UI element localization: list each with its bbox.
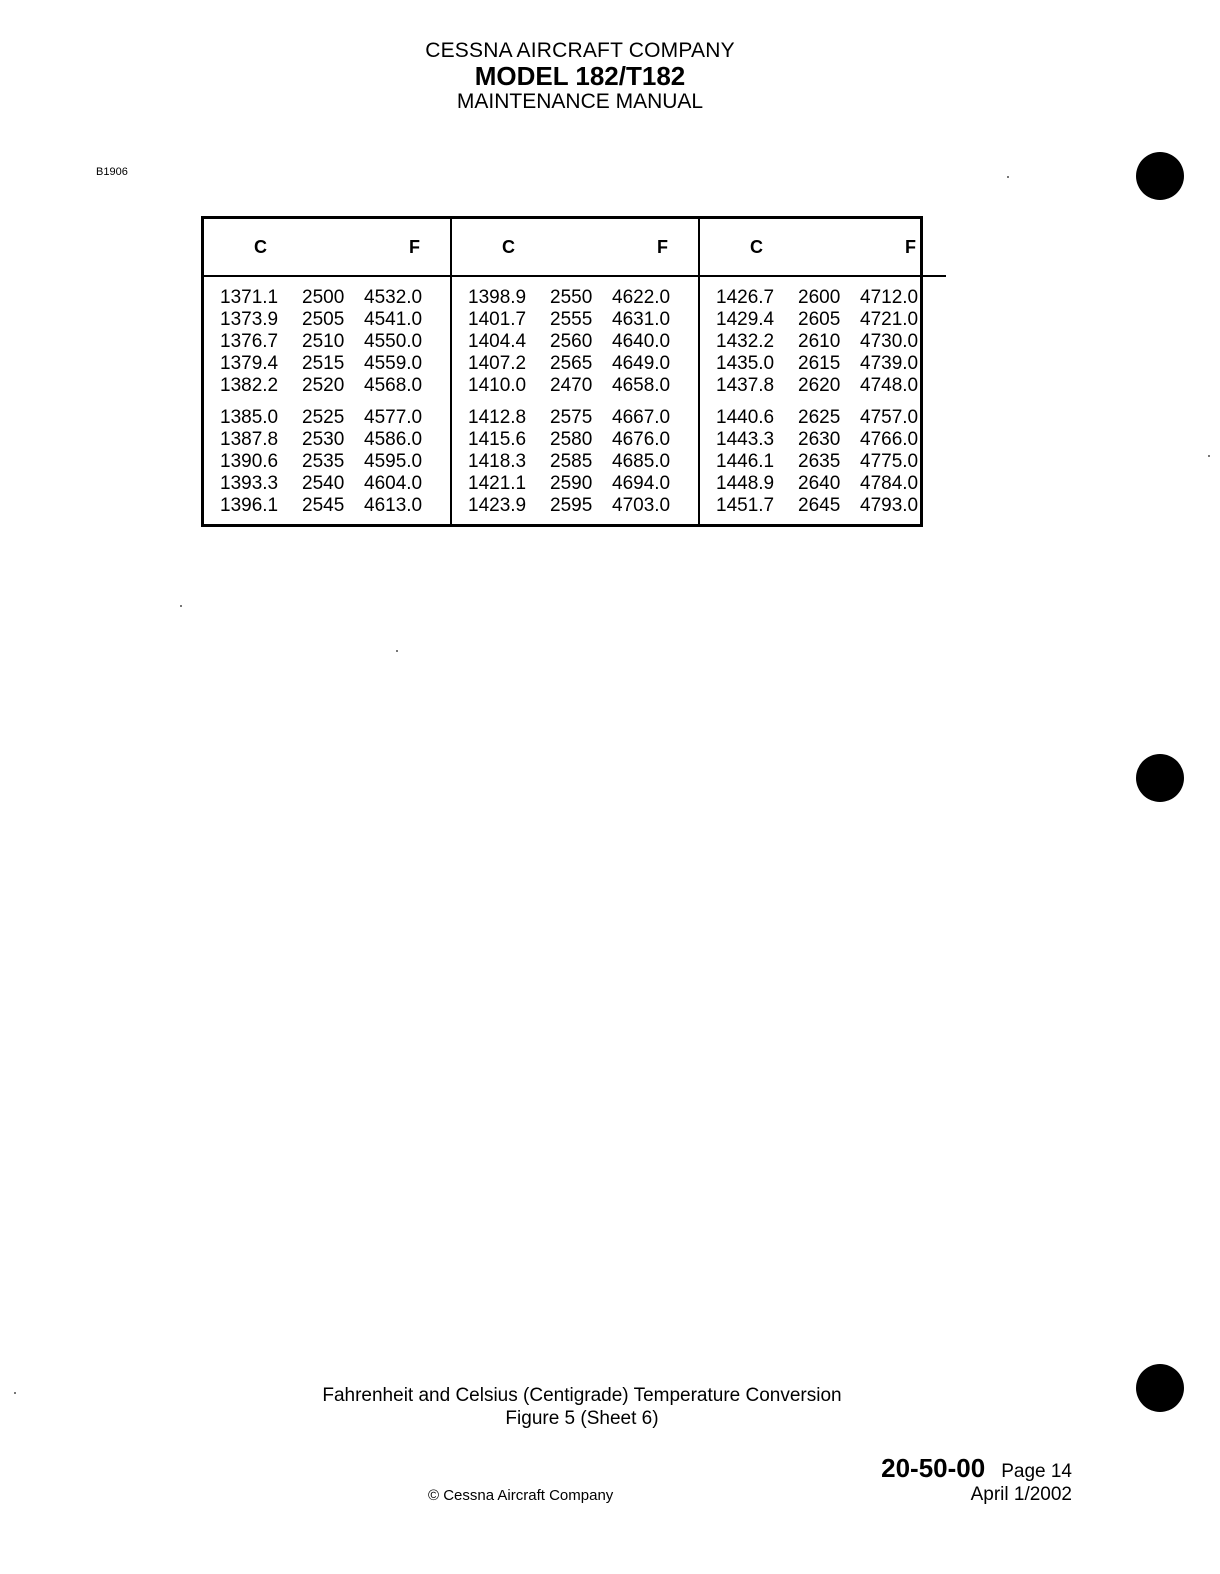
page-number: Page 14 <box>1001 1461 1072 1482</box>
table-row <box>716 407 930 429</box>
input-value: 2500 <box>302 287 345 308</box>
celsius-value: 1371.1 <box>220 287 279 308</box>
table-row <box>220 375 434 397</box>
input-value: 2575 <box>550 407 593 428</box>
fahrenheit-value: 4622.0 <box>612 287 671 308</box>
input-value: 2615 <box>798 353 841 374</box>
table-row <box>220 309 434 331</box>
fahrenheit-value: 4595.0 <box>364 451 423 472</box>
table-block <box>698 219 946 524</box>
fahrenheit-value: 4649.0 <box>612 353 671 374</box>
table-row <box>220 429 434 451</box>
fahrenheit-value: 4577.0 <box>364 407 423 428</box>
caption-title: Fahrenheit and Celsius (Centigrade) Temperature Conversion <box>322 1385 842 1406</box>
table-row <box>716 331 930 353</box>
celsius-value: 1410.0 <box>468 375 527 396</box>
celsius-value: 1437.8 <box>716 375 775 396</box>
figure-id: B1906 <box>96 166 128 178</box>
table-row <box>716 375 930 397</box>
header-celsius: C <box>254 236 267 257</box>
scan-speck <box>1208 455 1210 457</box>
header-fahrenheit: F <box>905 236 916 257</box>
fahrenheit-value: 4532.0 <box>364 287 423 308</box>
input-value: 2565 <box>550 353 593 374</box>
fahrenheit-value: 4757.0 <box>860 407 919 428</box>
figure-caption <box>0 1384 1164 1430</box>
fahrenheit-value: 4775.0 <box>860 451 919 472</box>
input-value: 2640 <box>798 473 841 494</box>
fahrenheit-value: 4712.0 <box>860 287 919 308</box>
company-name: CESSNA AIRCRAFT COMPANY <box>425 39 735 62</box>
fahrenheit-value: 4568.0 <box>364 375 423 396</box>
fahrenheit-value: 4640.0 <box>612 331 671 352</box>
input-value: 2555 <box>550 309 593 330</box>
input-value: 2645 <box>798 495 841 516</box>
temperature-conversion-table <box>201 216 923 527</box>
input-value: 2470 <box>550 375 593 396</box>
input-value: 2550 <box>550 287 593 308</box>
celsius-value: 1440.6 <box>716 407 775 428</box>
celsius-value: 1418.3 <box>468 451 527 472</box>
scan-speck <box>396 650 398 652</box>
celsius-value: 1373.9 <box>220 309 279 330</box>
input-value: 2560 <box>550 331 593 352</box>
celsius-value: 1451.7 <box>716 495 775 516</box>
model-title: MODEL 182/T182 <box>474 61 686 91</box>
fahrenheit-value: 4766.0 <box>860 429 919 450</box>
input-value: 2510 <box>302 331 345 352</box>
input-value: 2595 <box>550 495 593 516</box>
table-block <box>450 219 698 524</box>
celsius-value: 1426.7 <box>716 287 775 308</box>
revision-date: April 1/2002 <box>970 1484 1072 1505</box>
binder-hole <box>1136 754 1184 802</box>
section-number: 20-50-00 <box>881 1453 986 1483</box>
table-row <box>468 331 682 353</box>
header-fahrenheit: F <box>409 236 420 257</box>
table-row <box>468 309 682 331</box>
table-row <box>220 473 434 495</box>
celsius-value: 1393.3 <box>220 473 279 494</box>
celsius-value: 1435.0 <box>716 353 775 374</box>
fahrenheit-value: 4739.0 <box>860 353 919 374</box>
table-row <box>468 287 682 309</box>
copyright: © Cessna Aircraft Company <box>428 1487 614 1504</box>
fahrenheit-value: 4694.0 <box>612 473 671 494</box>
table-row <box>716 451 930 473</box>
fahrenheit-value: 4550.0 <box>364 331 423 352</box>
celsius-value: 1396.1 <box>220 495 279 516</box>
scan-speck <box>1007 176 1009 178</box>
fahrenheit-value: 4685.0 <box>612 451 671 472</box>
input-value: 2530 <box>302 429 345 450</box>
input-value: 2545 <box>302 495 345 516</box>
table-row <box>468 407 682 429</box>
fahrenheit-value: 4604.0 <box>364 473 423 494</box>
fahrenheit-value: 4748.0 <box>860 375 919 396</box>
table-row <box>716 429 930 451</box>
table-header <box>452 219 698 277</box>
celsius-value: 1443.3 <box>716 429 775 450</box>
table-row <box>220 495 434 517</box>
table-row <box>716 287 930 309</box>
header-fahrenheit: F <box>657 236 668 257</box>
celsius-value: 1376.7 <box>220 331 279 352</box>
input-value: 2630 <box>798 429 841 450</box>
table-row <box>716 495 930 517</box>
fahrenheit-value: 4667.0 <box>612 407 671 428</box>
celsius-value: 1401.7 <box>468 309 527 330</box>
fahrenheit-value: 4658.0 <box>612 375 671 396</box>
header-celsius: C <box>750 236 763 257</box>
page-info <box>881 1455 1072 1504</box>
fahrenheit-value: 4559.0 <box>364 353 423 374</box>
table-row <box>220 407 434 429</box>
table-row <box>220 353 434 375</box>
celsius-value: 1387.8 <box>220 429 279 450</box>
document-header <box>0 40 1160 112</box>
table-row <box>220 331 434 353</box>
fahrenheit-value: 4721.0 <box>860 309 919 330</box>
fahrenheit-value: 4541.0 <box>364 309 423 330</box>
table-row <box>468 429 682 451</box>
celsius-value: 1412.8 <box>468 407 527 428</box>
celsius-value: 1432.2 <box>716 331 775 352</box>
celsius-value: 1398.9 <box>468 287 527 308</box>
fahrenheit-value: 4586.0 <box>364 429 423 450</box>
input-value: 2580 <box>550 429 593 450</box>
table-row <box>220 287 434 309</box>
input-value: 2620 <box>798 375 841 396</box>
input-value: 2585 <box>550 451 593 472</box>
celsius-value: 1448.9 <box>716 473 775 494</box>
fahrenheit-value: 4676.0 <box>612 429 671 450</box>
table-row <box>468 495 682 517</box>
fahrenheit-value: 4784.0 <box>860 473 919 494</box>
scan-speck <box>180 605 182 607</box>
table-header <box>700 219 946 277</box>
table-row <box>468 473 682 495</box>
celsius-value: 1423.9 <box>468 495 527 516</box>
table-row <box>468 375 682 397</box>
manual-title: MAINTENANCE MANUAL <box>456 90 704 113</box>
table-row <box>468 353 682 375</box>
input-value: 2515 <box>302 353 345 374</box>
celsius-value: 1404.4 <box>468 331 527 352</box>
input-value: 2535 <box>302 451 345 472</box>
celsius-value: 1407.2 <box>468 353 527 374</box>
header-celsius: C <box>502 236 515 257</box>
celsius-value: 1446.1 <box>716 451 775 472</box>
table-row <box>716 309 930 331</box>
input-value: 2610 <box>798 331 841 352</box>
table-row <box>716 353 930 375</box>
fahrenheit-value: 4793.0 <box>860 495 919 516</box>
celsius-value: 1429.4 <box>716 309 775 330</box>
fahrenheit-value: 4703.0 <box>612 495 671 516</box>
input-value: 2590 <box>550 473 593 494</box>
fahrenheit-value: 4730.0 <box>860 331 919 352</box>
input-value: 2540 <box>302 473 345 494</box>
input-value: 2600 <box>798 287 841 308</box>
input-value: 2505 <box>302 309 345 330</box>
table-row <box>468 451 682 473</box>
celsius-value: 1382.2 <box>220 375 279 396</box>
fahrenheit-value: 4631.0 <box>612 309 671 330</box>
binder-hole <box>1136 152 1184 200</box>
input-value: 2635 <box>798 451 841 472</box>
celsius-value: 1385.0 <box>220 407 279 428</box>
celsius-value: 1415.6 <box>468 429 527 450</box>
celsius-value: 1421.1 <box>468 473 527 494</box>
input-value: 2605 <box>798 309 841 330</box>
celsius-value: 1379.4 <box>220 353 279 374</box>
table-row <box>716 473 930 495</box>
table-header <box>204 219 450 277</box>
fahrenheit-value: 4613.0 <box>364 495 423 516</box>
celsius-value: 1390.6 <box>220 451 279 472</box>
caption-figure: Figure 5 (Sheet 6) <box>505 1408 659 1429</box>
table-row <box>220 451 434 473</box>
input-value: 2625 <box>798 407 841 428</box>
input-value: 2525 <box>302 407 345 428</box>
table-block <box>204 219 450 524</box>
input-value: 2520 <box>302 375 345 396</box>
